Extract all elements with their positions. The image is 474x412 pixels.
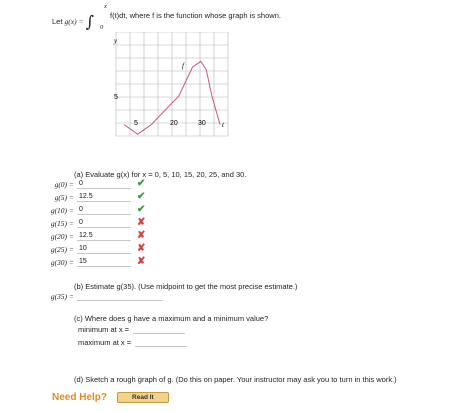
checkmark-icon: ✔ [137,204,146,215]
answer-label: g(0) = [54,179,74,189]
part-d-prompt: (d) Sketch a rough graph of g. (Do this on paper. Your instructor may ask you to turn in this work.) [74,375,397,384]
cross-icon: ✘ [137,243,146,254]
answer-row [22,178,145,190]
read-it-button[interactable]: Read It [117,392,169,403]
g35-input[interactable] [77,291,163,301]
answer-row [22,217,145,229]
part-c-prompt: (c) Where does g have a maximum and a minimum value? [74,314,269,323]
tick-label-x20: 20 [170,120,178,127]
integral-upper-limit: x [104,3,107,10]
answer-label: g(15) = [50,218,74,228]
cross-icon: ✘ [137,256,146,267]
integral-sign: ∫ [85,12,94,31]
answer-row [22,191,145,203]
answer-input[interactable]: 0 [77,218,131,228]
minimum-label: minimum at x = [78,324,130,334]
cross-icon: ✘ [137,230,146,241]
part-b-prompt: (b) Estimate g(35). (Use midpoint to get the most precise estimate.) [74,282,298,291]
integral-lower-limit: 0 [100,24,104,31]
answer-label: g(20) = [50,231,74,241]
g35-label: g(35) = [50,291,74,301]
answer-row [22,243,145,255]
answer-input[interactable]: 15 [77,257,131,267]
answer-label: g(10) = [50,205,74,215]
answer-input[interactable]: 0 [77,205,131,215]
tick-label-x5: 5 [134,120,138,127]
answer-label: g(5) = [54,192,74,202]
maximum-label: maximum at x = [78,337,132,347]
f-label: f [182,62,184,70]
tick-label-x30: 30 [198,120,206,127]
answer-input[interactable]: 12.5 [77,192,131,202]
answer-label: g(25) = [50,244,74,254]
intro-text: Let [52,17,65,26]
answer-input[interactable]: 12.5 [77,231,131,241]
g35-row [22,290,163,302]
problem-statement [52,9,94,31]
y-axis-label: y [114,37,118,45]
maximum-input[interactable] [135,337,187,347]
answer-input[interactable]: 10 [77,244,131,254]
t-axis-label: t [222,121,224,129]
function-graph [110,32,234,152]
checkmark-icon: ✔ [137,178,146,189]
integrand-text: f(t)dt, where f is the function whose graph is shown. [110,11,281,20]
gx-label: g(x) = [64,17,84,26]
answer-row [22,230,145,242]
answer-row [22,256,145,268]
part-a-prompt: (a) Evaluate g(x) for x = 0, 5, 10, 15, 20, 25, and 30. [74,170,247,179]
need-help-label: Need Help? [52,392,108,403]
minimum-row [78,323,185,335]
cross-icon: ✘ [137,217,146,228]
tick-label-y5: 5 [114,94,118,101]
need-help [52,392,169,403]
answer-input[interactable]: 0 [77,179,131,189]
answer-row [22,204,145,216]
maximum-row [78,336,187,348]
checkmark-icon: ✔ [137,191,146,202]
minimum-input[interactable] [133,324,185,334]
answer-label: g(30) = [50,257,74,267]
